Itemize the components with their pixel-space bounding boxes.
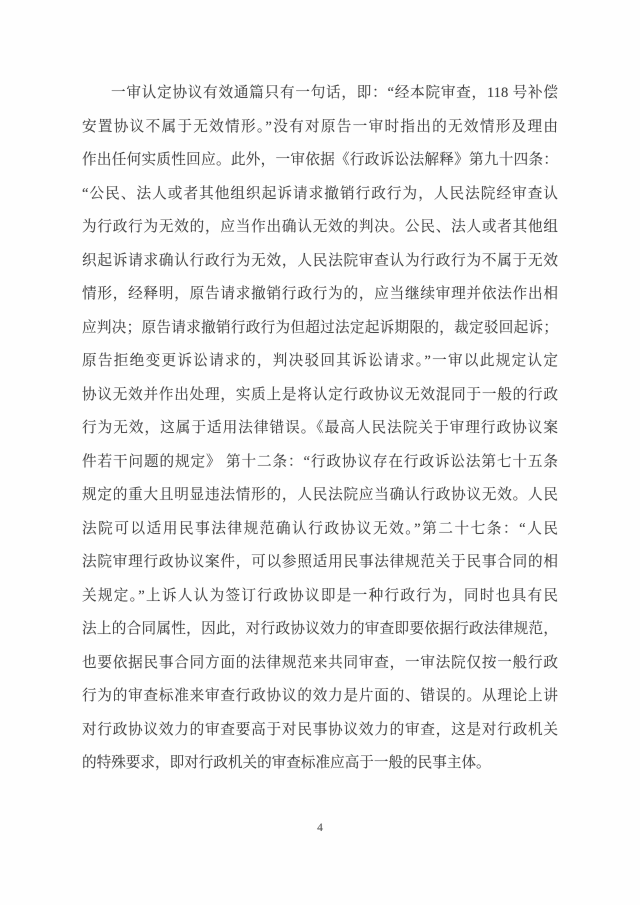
text-line: 法院可以适用民事法律规范确认行政协议无效。”第二十七条：“人民 [82, 520, 558, 537]
text-line: 行为的审查标准来审查行政协议的效力是片面的、错误的。从理论上讲 [82, 688, 558, 704]
text-line: 法院审理行政协议案件，可以参照适用民事法律规范关于民事合同的相 [82, 554, 558, 570]
text-line: 作出任何实质性回应。此外，一审依据《行政诉讼法解释》第九十四条： [82, 152, 558, 168]
text-line: 行为无效，这属于适用法律错误。《最高人民法院关于审理行政协议案 [82, 420, 558, 436]
text-line: 也要依据民事合同方面的法律规范来共同审查，一审法院仅按一般行政 [82, 654, 558, 671]
text-line: 件若干问题的规定》 第十二条：“行政协议存在行政诉讼法第七十五条 [82, 453, 558, 470]
text-line: 对行政协议效力的审查要高于对民事协议效力的审查，这是对行政机关 [82, 721, 558, 738]
text-line: 协议无效并作出处理，实质上是将认定行政协议无效混同于一般的行政 [82, 386, 558, 403]
text-line: 原告拒绝变更诉讼请求的，判决驳回其诉讼请求。”一审以此规定认定 [82, 353, 558, 369]
paragraph [82, 77, 558, 781]
text-line: 安置协议不属于无效情形。”没有对原告一审时指出的无效情形及理由 [82, 118, 558, 135]
text-line: 情形，经释明，原告请求撤销行政行为的，应当继续审理并依法作出相 [82, 286, 558, 302]
text-line: 关规定。”上诉人认为签订行政协议即是一种行政行为，同时也具有民 [82, 587, 558, 604]
page-number: 4 [317, 822, 323, 834]
text-line: 一审认定协议有效通篇只有一句话，即：“经本院审查，118 号补偿 [111, 85, 558, 101]
text-line: 应判决；原告请求撤销行政行为但超过法定起诉期限的，裁定驳回起诉； [82, 319, 558, 336]
text-line: 法上的合同属性，因此，对行政协议效力的审查即要依据行政法律规范， [82, 621, 558, 637]
text-line: 规定的重大且明显违法情形的，人民法院应当确认行政协议无效。人民 [82, 487, 558, 503]
text-line: 织起诉请求确认行政行为无效，人民法院审查认为行政行为不属于无效 [82, 252, 558, 269]
text-line: “公民、法人或者其他组织起诉请求撤销行政行为，人民法院经审查认 [82, 185, 558, 202]
text-line: 的特殊要求，即对行政机关的审查标准应高于一般的民事主体。 [82, 755, 491, 771]
text-line: 为行政行为无效的，应当作出确认无效的判决。公民、法人或者其他组 [82, 219, 558, 235]
